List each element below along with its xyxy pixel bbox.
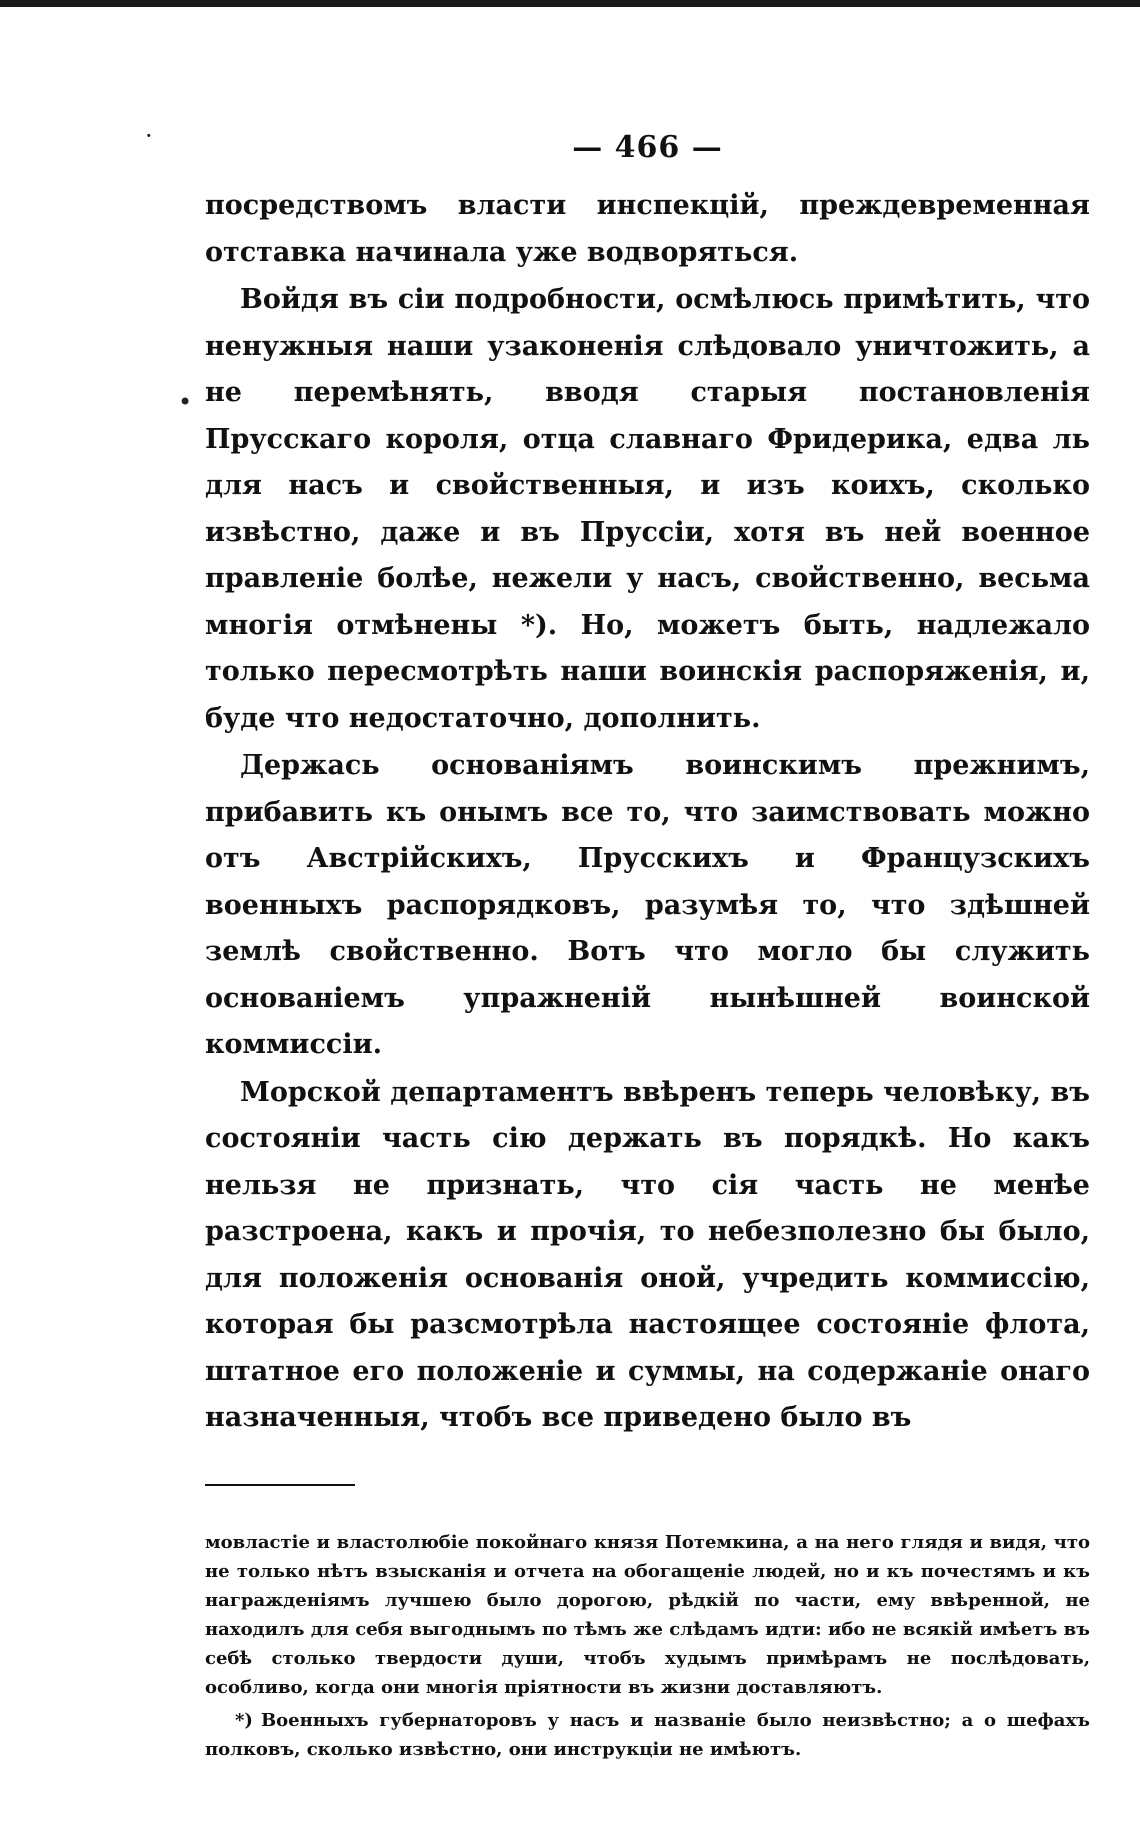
footnote-text: Военныхъ губернаторовъ у насъ и названіе было неизвѣстно; а о шефахъ полковъ, сколько извѣстно, они инструкціи не имѣютъ. (205, 1709, 1090, 1760)
paragraph-4: Морской департаментъ ввѣренъ теперь человѣку, въ состояніи часть сію держать въ порядкѣ. Но какъ нельзя не признать, что сія часть не менѣе разстроена, какъ и прочія, то небезполезно бы было, для положенія основанія оной, учредить коммиссію, которая бы разсмотрѣла настоящее состояніе флота, штатное его положеніе и суммы, на содержаніе онаго назначенныя, чтобъ все приведено было въ (205, 1076, 1090, 1433)
footnotes (205, 1528, 1090, 1764)
footnote-marker: *) (235, 1709, 253, 1731)
footnote-continuation: мовластіе и властолюбіе покойнаго князя Потемкина, а на него глядя и видя, что не только нѣтъ взысканія и отчета на обогащеніе людей, но и къ почестямъ и къ награжденіямъ лучшею было дорогою, рѣдкій по части, ему ввѣренной, не находилъ для себя выгоднымъ по тѣмъ же слѣдамъ идти: ибо не всякій имѣетъ въ себѣ столько твердости души, чтобъ худымъ примѣрамъ не послѣдовать, особливо, когда они многія пріятности въ жизни доставляютъ. (205, 1531, 1090, 1698)
page-top-edge (0, 0, 1140, 7)
margin-speck: · (145, 122, 153, 150)
margin-bullet: • (178, 388, 193, 416)
paragraph-1: посредствомъ власти инспекцій, преждевременная отставка начинала уже водворяться. (205, 190, 1090, 268)
paragraph-2: Войдя въ сіи подробности, осмѣлюсь примѣтить, что ненужныя наши узаконенія слѣдовало уничтожить, а не перемѣнять, вводя старыя постановленія Прусскаго короля, отца славнаго Фридерика, едва ль для насъ и свойственныя, и изъ коихъ, сколько извѣстно, даже и въ Пруссіи, хотя въ ней военное правленіе болѣе, нежели у насъ, свойственно, весьма многія отмѣнены *). Но, можетъ быть, надлежало только пересмотрѣть наши воинскія распоряженія, и, буде что недостаточно, дополнить. (205, 284, 1090, 734)
paragraph-3: Держась основаніямъ воинскимъ прежнимъ, прибавить къ онымъ все то, что заимствовать можно отъ Австрійскихъ, Прусскихъ и Французскихъ военныхъ распорядковъ, разумѣя то, что здѣшней землѣ свойственно. Вотъ что могло бы служить основаніемъ упражненій нынѣшней воинской коммиссіи. (205, 750, 1090, 1060)
footnote-divider (205, 1484, 355, 1486)
page-number: — 466 — (572, 130, 723, 165)
book-page (205, 130, 1090, 1764)
footnote-asterisk (205, 1706, 1090, 1764)
